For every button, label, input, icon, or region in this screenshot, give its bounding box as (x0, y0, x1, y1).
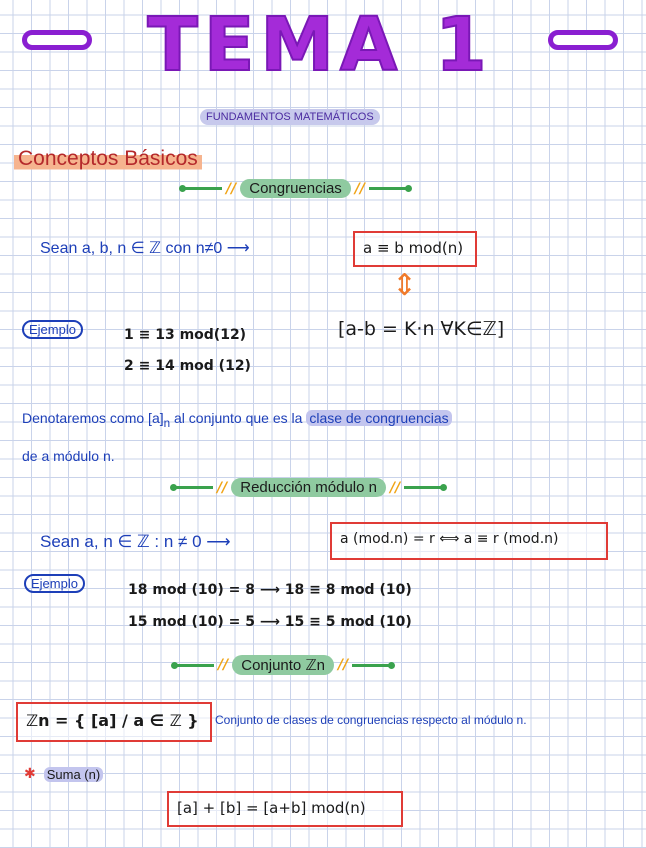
asterisk-icon: ✱ (24, 766, 36, 782)
congruencias-condition: [a-b = K·n ∀K∈ℤ] (338, 318, 505, 340)
slash-decoration: // (354, 180, 366, 197)
suma-box (167, 791, 403, 827)
conjunto-description: Conjunto de clases de congruencias respecto al módulo n. (215, 713, 527, 727)
page-subtitle: FUNDAMENTOS MATEMÁTICOS (200, 109, 380, 125)
equivalence-arrow-icon: ⇕ (392, 268, 418, 303)
congruencias-box-text: a ≡ b mod(n) (363, 239, 464, 257)
decorative-line (369, 187, 409, 190)
conjunto-box-text: ℤn = { [a] / a ∈ ℤ } (26, 711, 199, 730)
reduccion-box-text: a (mod.n) = r ⟺ a ≡ r (mod.n) (340, 531, 559, 547)
example-label: Ejemplo (24, 574, 85, 593)
title-left-dash-top (22, 30, 92, 50)
example-line: 15 mod (10) = 5 ⟶ 15 ≡ 5 mod (10) (128, 614, 412, 630)
decorative-line (404, 486, 444, 489)
congruencias-definition: Sean a, b, n ∈ ℤ con n≠0 ⟶ (40, 240, 250, 257)
reduccion-label: Reducción módulo n (231, 478, 386, 497)
slash-decoration: // (337, 657, 349, 673)
slash-decoration: // (226, 180, 237, 197)
slash-decoration: // (218, 657, 229, 673)
slash-decoration: // (390, 479, 401, 496)
title-right-dash (548, 30, 618, 50)
note-text-b: al conjunto que es la (170, 410, 307, 426)
example-line: 1 ≡ 13 mod(12) (124, 327, 247, 343)
suma-box-text: [a] + [b] = [a+b] mod(n) (177, 799, 366, 817)
subheading-congruencias (182, 179, 409, 198)
conjunto-label: Conjunto ℤn (232, 655, 334, 675)
reduccion-definition: Sean a, n ∈ ℤ : n ≠ 0 ⟶ (40, 532, 231, 551)
example-line: 2 ≡ 14 mod (12) (124, 358, 251, 374)
note-line-1 (22, 410, 452, 430)
congruencias-box (353, 231, 477, 267)
subheading-reduccion (173, 478, 444, 497)
subheading-conjunto (174, 655, 392, 675)
decorative-line (182, 187, 222, 190)
suma-label: Suma (n) (44, 767, 103, 782)
note-text-a: Denotaremos como [a] (22, 410, 164, 426)
example-line: 18 mod (10) = 8 ⟶ 18 ≡ 8 mod (10) (128, 582, 412, 598)
section-heading: Conceptos Básicos (14, 146, 202, 172)
slash-decoration: // (217, 479, 228, 496)
decorative-line (173, 486, 213, 489)
note-line-2: de a módulo n. (22, 448, 115, 464)
note-highlight: clase de congruencias (306, 410, 451, 426)
decorative-line (352, 664, 392, 667)
conjunto-box (16, 702, 212, 742)
example-label: Ejemplo (22, 320, 83, 339)
reduccion-box (330, 522, 608, 560)
page-title: TEMA 1 (147, 2, 493, 88)
note-subscript: n (163, 416, 171, 430)
decorative-line (174, 664, 214, 667)
congruencias-label: Congruencias (240, 179, 351, 198)
suma-row (24, 766, 103, 782)
